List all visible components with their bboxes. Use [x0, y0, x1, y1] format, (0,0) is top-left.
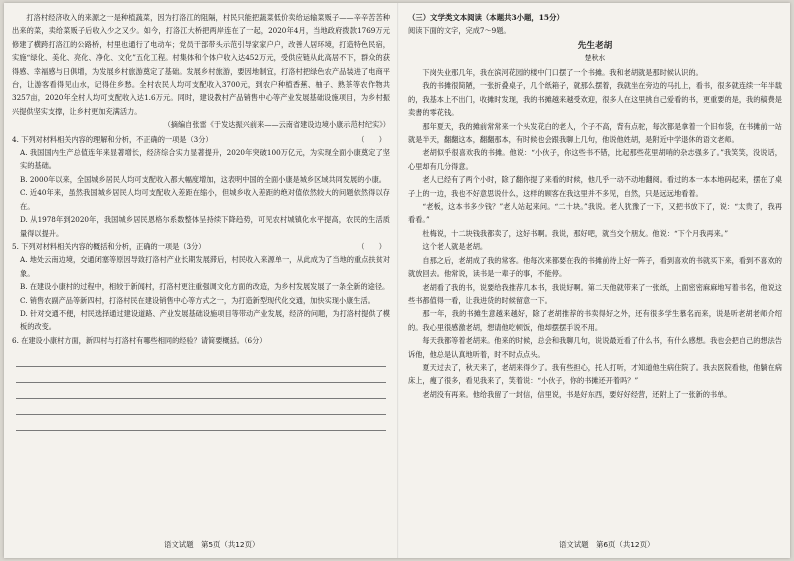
story-paragraph: 老胡似乎很喜欢我的书摊。他说：“小伙子，你这些书不错，比起那些花里胡哨的杂志强多了。”我笑笑，没说话，心里却有几分得意。: [408, 148, 782, 171]
question-5: [12, 240, 390, 334]
answer-line[interactable]: [16, 351, 386, 367]
story-paragraph: 那年夏天，我的摊前常常来一个头发花白的老人，个子不高，背有点驼，每次都是拿着一个旧布袋，在书摊前一站就是半天，翻翻这本，翻翻那本，有时候也会跟我聊上几句，他说他姓胡，是附近中学退休的语文老师。: [408, 121, 782, 145]
option-d: D. 从1978年到2020年，我国城乡居民恩格尔系数整体呈持续下降趋势，可见农村城镇化水平提高，农民的生活质量得以提升。: [20, 215, 390, 238]
answer-line[interactable]: [16, 415, 386, 431]
passage-source: （摘编自张雷《于发达振兴前来——云南省建设边境小康示范村纪实》）: [163, 120, 390, 130]
answer-line[interactable]: [16, 383, 386, 399]
section-title: （三）文学类文本阅读（本题共3小题，15分）: [408, 13, 564, 22]
story-paragraph: 每天我都等着老胡来。他来的时候，总会和我聊几句，说说最近看了什么书，有什么感想。我也会把自己的想法告诉他，他总是认真地听着，时不时点点头。: [408, 336, 782, 359]
passage-paragraph: 打洛村经济收入的来源之一是种植蔬菜，因为打洛江的阻隔，村民只能把蔬菜低价卖给运输菜贩子——辛辛苦苦种出来的菜，卖给菜贩子后收入少之又少。如今，打洛江大桥把两岸连在了一起，2020年4月，当地政府拨款1769万元修建了横跨打洛江的公路桥，村里也通行了电动车；党员干部带头示范引导家家户户，改善人居环境，打造特色民宿，实施“绿化、美化、亮化、净化、文化”五化工程。村集体和个体户收入达452万元，受供应链从此高居不下，群众的获得感、幸福感与日俱增，为发展乡村旅游奠定了基础。发展乡村旅游，要因地制宜，打洛村把绿色农产品装进了电商平台，让游客看得见山水，记得住乡愁。全村农民人均可支配收入3700元，到农户种植香蕉、柚子、熟茶等农作物共3257亩，2020年全村人均可支配收入达1.6万元。同时，建设教村产品销售中心等产业发展基础设施项目，为乡村振兴提供坚实支撑，让乡村更加充满活力。: [12, 13, 390, 116]
section-instruction: 阅读下面的文字，完成7～9题。: [408, 26, 511, 35]
story-paragraph: 老胡看了我的书，说要给我推荐几本书，我说好啊。第二天他就带来了一张纸，上面密密麻麻地写着书名，他说这些书都值得一看，让我进货的时候留意一下。: [408, 282, 782, 305]
question-6: [12, 334, 390, 431]
left-page: [12, 11, 390, 531]
page-fold: [397, 3, 399, 558]
option-b: B. 2000年以来，全国城乡居民人均可支配收入都大幅度增加，这表明中国的全面小康是城乡区域共同发展的小康。: [20, 174, 386, 184]
question-4: [12, 133, 390, 240]
answer-line[interactable]: [16, 367, 386, 383]
story-paragraph: 老人已经有了两个小时，除了翻你提了来看的时候，他几乎一动不动地翻阅。看过的本一本本地码起来，摆在了桌子上的一边，我也不好意思说什么，这样的顾客在我这里并不多见，自然，只是远远地看着。: [408, 175, 782, 198]
question-4-stem: [12, 133, 390, 146]
story-paragraph: 这个老人就是老胡。: [422, 242, 488, 252]
option-a: A. 地处云南边境，交通闭塞等原因导致打洛村产业长期发展滞后，村民收入来源单一，从此成为了当地的重点扶贫对象。: [20, 255, 390, 278]
story-paragraph: 老胡没有再来。他给我留了一封信，信里说，书是好东西，要好好经营，还附上了一张新的书单。: [422, 389, 732, 399]
option-d: D. 针对交通不便，村民选择通过建设道路、产业发展基础设施项目等带动产业发展，经济的问题，为打洛村提供了模板的改变。: [20, 308, 390, 332]
page-footer-left: 语文试题 第5页（共12页）: [164, 540, 260, 549]
option-b: B. 在建设小康村的过程中，相较于新闻村，打洛村更注重强调文化方面的改造，为乡村发展发展了一条全新的途径。: [20, 282, 390, 292]
story-paragraph: 夏天过去了，秋天来了，老胡来得少了。我有些担心，托人打听，才知道他生病住院了。我去医院看他，他躺在病床上，瘦了很多，看见我来了，笑着说：“小伙子，你的书摊还开着吗？”: [408, 362, 782, 386]
story-paragraph: “老板，这本书多少钱？”老人站起来问。“二十块。”我说。老人犹豫了一下，又把书放下了，说：“太贵了，我再看看。”: [408, 202, 782, 225]
story-paragraph: 下岗失业那几年，我在滨河花园的楼中门口摆了一个书摊。我和老胡就是那时候认识的。: [422, 68, 703, 77]
story-paragraph: 那一年，我的书摊生意越来越好，除了老胡推荐的书卖得好之外，还有很多学生慕名而来，说是听老胡老师介绍的。我心里很感激老胡，想请他吃顿饭，他却摆摆手说不用。: [408, 309, 782, 332]
answer-paren: （ ）: [357, 134, 386, 144]
answer-line[interactable]: [16, 399, 386, 415]
option-c: C. 销售农副产品等新四村，打洛村民在建设销售中心等方式之一，为打造新型现代化交通，加快实现小康生活。: [20, 295, 375, 305]
story-author: 楚秋水: [584, 54, 606, 62]
page-footer-right: 语文试题 第6页（共12页）: [559, 540, 655, 549]
answer-area[interactable]: [12, 351, 390, 431]
question-5-stem: [12, 240, 390, 253]
option-a: A. 我国国内生产总值连年来显著增长，经济综合实力显著提升，2020年突破100万亿元，为实现全面小康奠定了坚实的基础。: [20, 148, 390, 171]
question-4-text: 4. 下列对材料相关内容的理解和分析，不正确的一项是（3分）: [12, 134, 213, 144]
option-c: C. 近40年来，虽然我国城乡居民人均可支配收入差距在缩小，但城乡收入差距的绝对值依然较大的问题依然得以存在。: [20, 188, 390, 211]
story-paragraph: 自那之后，老胡成了我的常客。他每次来都要在我的书摊前待上好一阵子，看到喜欢的书就买下来，看到不喜欢的就放回去。他常说，读书是一辈子的事，不能停。: [408, 255, 782, 279]
question-5-text: 5. 下列对材料相关内容的概括和分析，正确的一项是（3分）: [12, 241, 206, 251]
question-6-text: 6. 在建设小康村方面，新四村与打洛村有哪些相同的经验？请简要概括。（6分）: [12, 335, 267, 345]
exam-sheet: [4, 3, 790, 558]
story-title: 先生老胡: [577, 41, 613, 51]
answer-paren: （ ）: [357, 241, 386, 251]
story-paragraph: 我的书摊很简陋，一张折叠桌子，几个纸箱子，就那么摆着，我就坐在旁边的马扎上，看书，很多就连续一年半载的，我基本上不出门，收摊时发现，我的书摊越来越受欢迎，很多人在这里挑自己爱看的书，更重要的是，我的稿费是卖書的零花钱。: [408, 81, 782, 118]
right-page: [408, 11, 782, 531]
story-paragraph: 杜梅说，十二块钱我都卖了，这好书啊。我说，那好吧，就当交个朋友。他说：“下个月我再来。”: [422, 228, 729, 238]
